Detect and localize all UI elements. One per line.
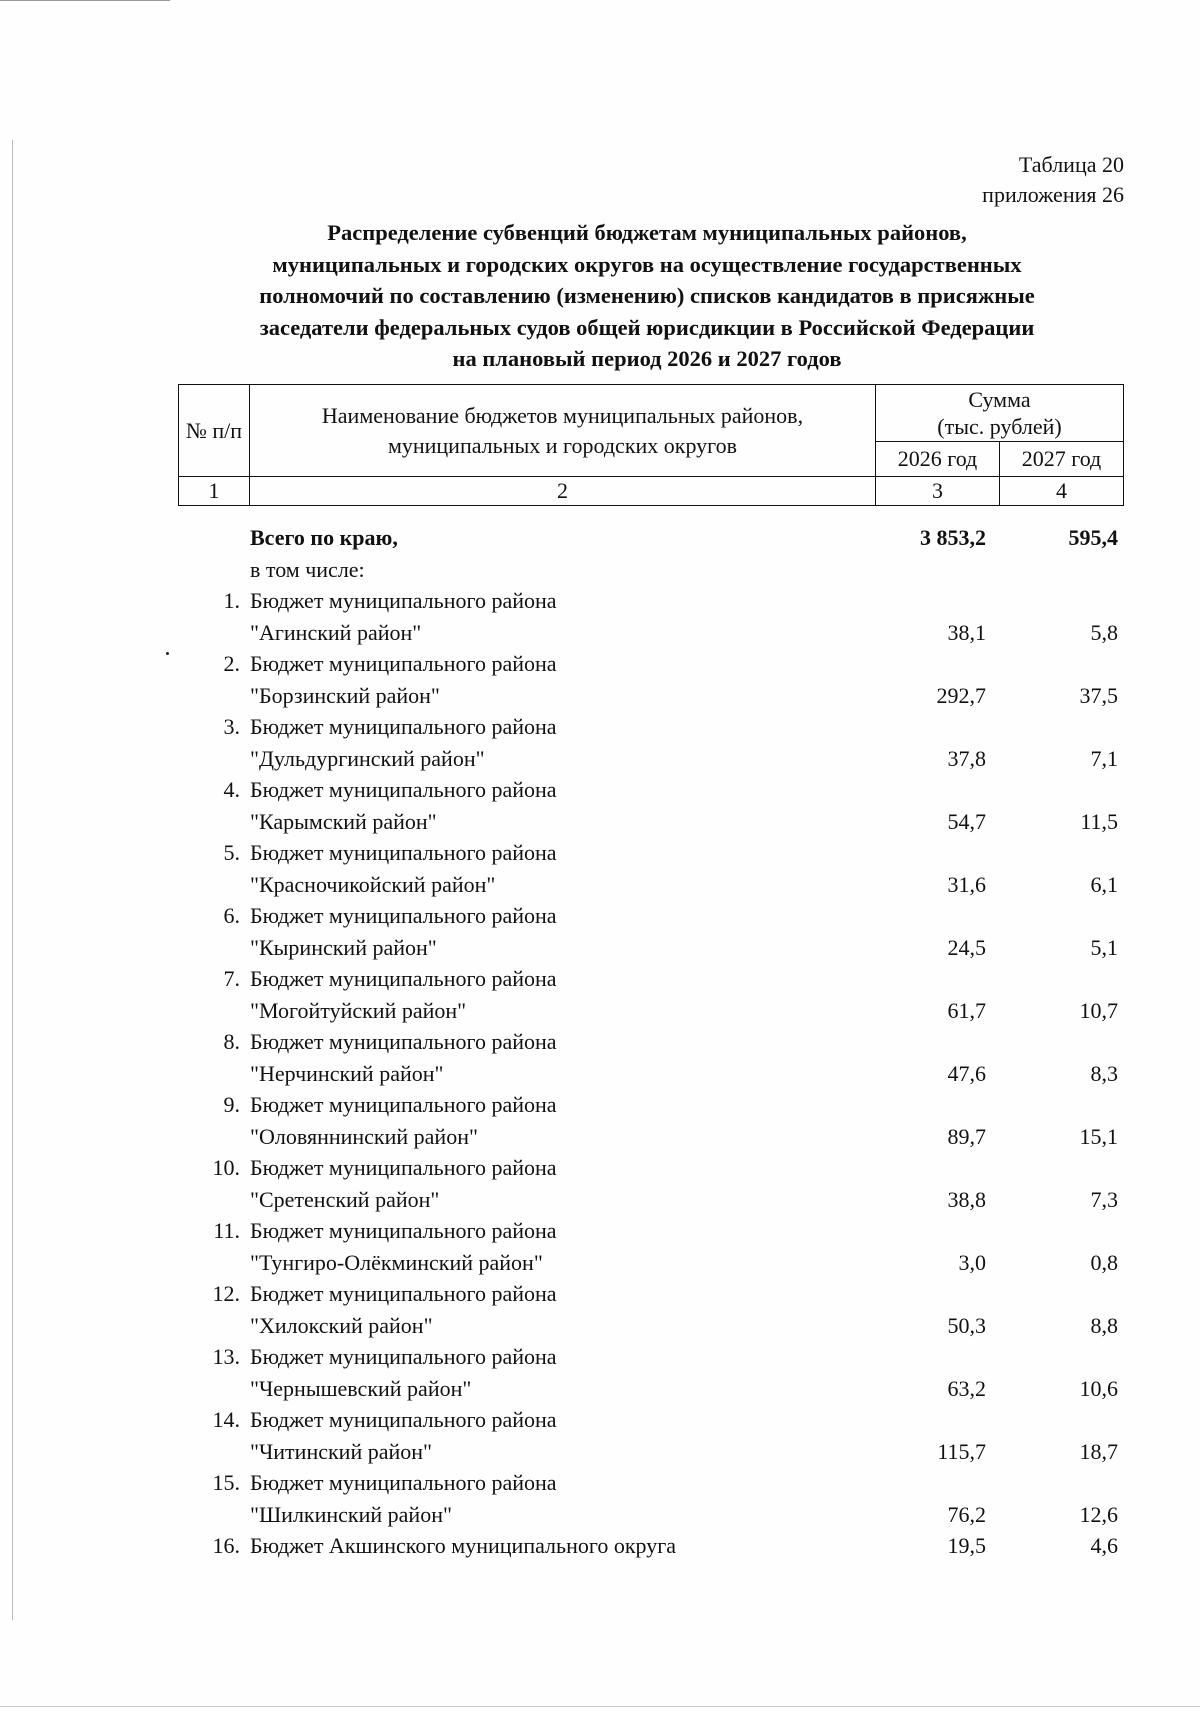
header-sum bbox=[876, 385, 1124, 442]
value-2026: 31,6 bbox=[947, 871, 986, 897]
row-number: 11. bbox=[213, 1218, 240, 1243]
title-line: заседатели федеральных судов общей юрисдикции в Российской Федерации bbox=[259, 314, 1035, 340]
table-row bbox=[178, 1467, 1124, 1530]
table-header bbox=[178, 384, 1124, 506]
scan-edge-bottom bbox=[0, 1706, 1200, 1707]
value-2026: 47,6 bbox=[947, 1060, 986, 1086]
table-row bbox=[178, 648, 1124, 711]
budget-name: Бюджет муниципального района "Хилокский район" bbox=[250, 1281, 557, 1338]
value-2027: 15,1 bbox=[1079, 1123, 1118, 1149]
row-number: 14. bbox=[212, 1407, 240, 1432]
row-number: 2. bbox=[223, 651, 240, 676]
value-2026: 38,8 bbox=[947, 1186, 986, 1212]
budget-name: Бюджет Акшинского муниципального округа bbox=[250, 1533, 677, 1558]
value-2027: 10,7 bbox=[1079, 997, 1118, 1023]
header-sum-line: (тыс. рублей) bbox=[937, 413, 1062, 439]
column-index: 3 bbox=[876, 477, 1000, 506]
budget-name: Бюджет муниципального района "Шилкинский район" bbox=[250, 1470, 557, 1527]
value-2027: 5,8 bbox=[1090, 619, 1118, 645]
table-row bbox=[178, 900, 1124, 963]
column-index-row bbox=[179, 477, 1124, 506]
budget-name: Бюджет муниципального района "Кыринский район" bbox=[250, 903, 557, 960]
row-number: 10. bbox=[212, 1155, 240, 1180]
title-line: полномочий по составлению (изменению) списков кандидатов в присяжные bbox=[259, 283, 1035, 308]
row-number: 15. bbox=[212, 1470, 240, 1495]
empty-cell bbox=[1006, 554, 1124, 586]
total-value-2026: 3 853,2 bbox=[920, 525, 986, 550]
value-2027: 8,8 bbox=[1090, 1312, 1118, 1338]
budget-name: Бюджет муниципального района "Нерчинский район" bbox=[250, 1029, 557, 1086]
column-index: 2 bbox=[250, 477, 876, 506]
value-2026: 292,7 bbox=[936, 682, 986, 708]
value-2027: 18,7 bbox=[1079, 1438, 1118, 1464]
table-row bbox=[178, 1341, 1124, 1404]
value-2027: 8,3 bbox=[1090, 1060, 1118, 1086]
budget-name: Бюджет муниципального района "Агинский район" bbox=[250, 588, 557, 645]
budget-name: Бюджет муниципального района "Читинский район" bbox=[250, 1407, 557, 1464]
header-num: № п/п bbox=[179, 385, 250, 477]
document-title bbox=[170, 217, 1124, 375]
value-2026: 3,0 bbox=[958, 1249, 986, 1275]
row-number bbox=[178, 522, 248, 554]
row-number: 9. bbox=[223, 1092, 240, 1117]
total-value-2027: 595,4 bbox=[1068, 525, 1118, 550]
value-2027: 7,1 bbox=[1090, 745, 1118, 771]
value-2026: 115,7 bbox=[937, 1438, 986, 1464]
row-number: 3. bbox=[223, 714, 240, 739]
value-2026: 54,7 bbox=[947, 808, 986, 834]
column-index: 4 bbox=[1000, 477, 1124, 506]
value-2026: 63,2 bbox=[947, 1375, 986, 1401]
value-2027: 4,6 bbox=[1090, 1533, 1118, 1558]
value-2027: 6,1 bbox=[1090, 871, 1118, 897]
table-row bbox=[178, 1215, 1124, 1278]
budget-name: Бюджет муниципального района "Борзинский район" bbox=[250, 651, 557, 708]
value-2026: 61,7 bbox=[947, 997, 986, 1023]
table-row bbox=[178, 1026, 1124, 1089]
budget-name: Бюджет муниципального района "Тунгиро-Олёкминский район" bbox=[250, 1218, 557, 1275]
budget-name: Бюджет муниципального района "Оловяннинский район" bbox=[250, 1092, 557, 1149]
value-2026: 50,3 bbox=[947, 1312, 986, 1338]
table-row bbox=[178, 1278, 1124, 1341]
appendix-number: приложения 26 bbox=[982, 182, 1124, 207]
scan-edge-top bbox=[0, 0, 170, 1]
header-sum-line: Сумма bbox=[968, 386, 1031, 412]
header-name bbox=[250, 385, 876, 477]
budget-name: Бюджет муниципального района "Дульдургинский район" bbox=[250, 714, 557, 771]
header-year-2026: 2026 год bbox=[876, 441, 1000, 476]
value-2026: 24,5 bbox=[947, 934, 986, 960]
header-name-line: муниципальных и городских округов bbox=[387, 432, 738, 458]
table-row bbox=[178, 1152, 1124, 1215]
budget-name: Бюджет муниципального района "Сретенский район" bbox=[250, 1155, 557, 1212]
row-number bbox=[178, 554, 248, 586]
value-2027: 0,8 bbox=[1090, 1249, 1118, 1275]
budget-name: Бюджет муниципального района "Карымский район" bbox=[250, 777, 557, 834]
header-name-line: Наименование бюджетов муниципальных районов, bbox=[321, 402, 804, 428]
header-year-2027: 2027 год bbox=[1000, 441, 1124, 476]
value-2027: 11,5 bbox=[1080, 808, 1118, 834]
value-2026: 89,7 bbox=[947, 1123, 986, 1149]
value-2027: 37,5 bbox=[1079, 682, 1118, 708]
table-row bbox=[178, 1530, 1124, 1562]
table-row bbox=[178, 837, 1124, 900]
row-number: 8. bbox=[223, 1029, 240, 1054]
budget-name: Бюджет муниципального района "Чернышевский район" bbox=[250, 1344, 557, 1401]
row-number: 4. bbox=[223, 777, 240, 802]
table-row bbox=[178, 585, 1124, 648]
value-2027: 5,1 bbox=[1090, 934, 1118, 960]
value-2027: 12,6 bbox=[1079, 1501, 1118, 1527]
table-row bbox=[178, 1089, 1124, 1152]
including-row bbox=[178, 554, 1124, 586]
scan-speck bbox=[166, 652, 169, 655]
row-number: 12. bbox=[212, 1281, 240, 1306]
value-2026: 76,2 bbox=[947, 1501, 986, 1527]
column-index: 1 bbox=[179, 477, 250, 506]
row-number: 16. bbox=[212, 1533, 240, 1558]
table-row bbox=[178, 963, 1124, 1026]
total-row bbox=[178, 522, 1124, 554]
total-label: Всего по краю, bbox=[250, 525, 398, 550]
table-row bbox=[178, 711, 1124, 774]
row-number: 5. bbox=[223, 840, 240, 865]
table-number: Таблица 20 bbox=[1018, 152, 1124, 177]
title-line: Распределение субвенций бюджетам муниципальных районов, bbox=[327, 220, 967, 245]
row-number: 1. bbox=[223, 588, 240, 613]
table-body bbox=[178, 522, 1124, 1562]
row-number: 13. bbox=[212, 1344, 240, 1369]
title-line: на плановый период 2026 и 2027 годов bbox=[452, 346, 842, 371]
row-number: 6. bbox=[223, 903, 240, 928]
empty-cell bbox=[838, 554, 1006, 586]
row-number: 7. bbox=[223, 966, 240, 991]
scan-edge-left bbox=[12, 140, 13, 1620]
value-2026: 38,1 bbox=[947, 619, 986, 645]
table-reference bbox=[982, 150, 1124, 210]
value-2026: 19,5 bbox=[947, 1533, 986, 1558]
table-row bbox=[178, 774, 1124, 837]
including-label: в том числе: bbox=[250, 556, 365, 582]
budget-name: Бюджет муниципального района "Красночикойский район" bbox=[250, 840, 557, 897]
value-2027: 10,6 bbox=[1079, 1375, 1118, 1401]
title-line: муниципальных и городских округов на осуществление государственных bbox=[272, 251, 1022, 277]
budget-name: Бюджет муниципального района "Могойтуйский район" bbox=[250, 966, 557, 1023]
value-2026: 37,8 bbox=[947, 745, 986, 771]
value-2027: 7,3 bbox=[1090, 1186, 1118, 1212]
table-row bbox=[178, 1404, 1124, 1467]
